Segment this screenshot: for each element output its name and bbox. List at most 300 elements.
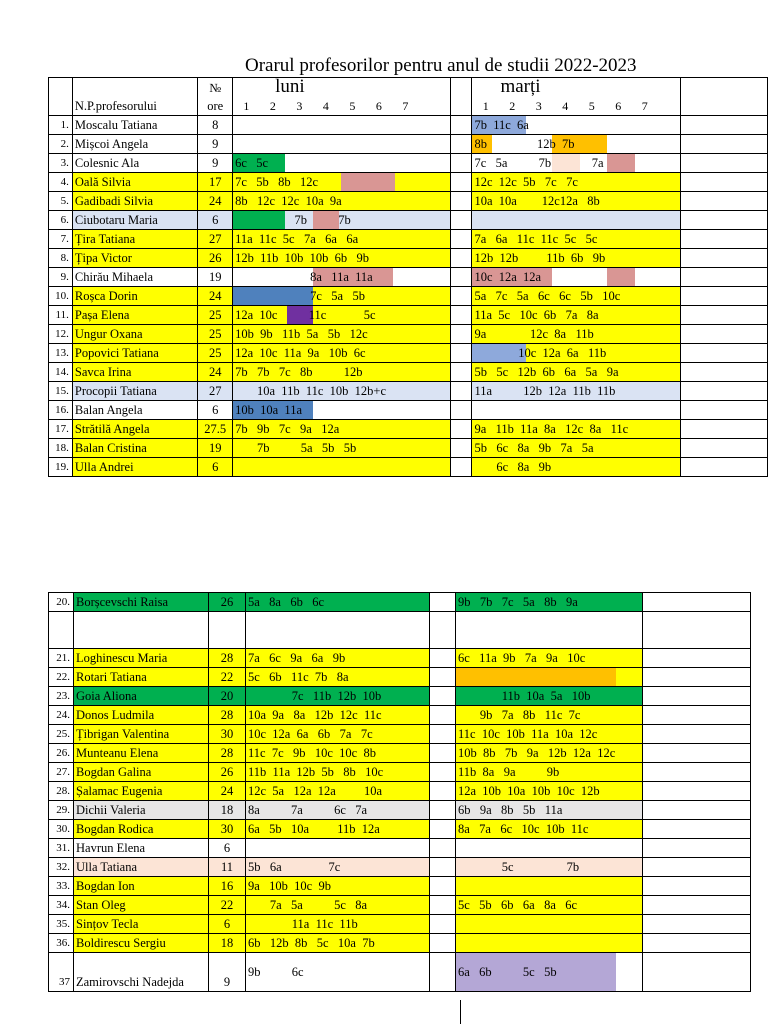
marti-schedule: [456, 744, 643, 763]
teacher-name: [72, 230, 197, 249]
marti-schedule: [472, 458, 681, 477]
luni-schedule-text: 10c 12a 6a 6b 7a 7c: [248, 727, 373, 741]
hours-count-text: 27: [208, 232, 222, 246]
luni-schedule-text: 5c 6b 11c 7b 8a: [248, 670, 349, 684]
teacher-name: [72, 458, 197, 477]
gap-cell: [450, 344, 472, 363]
hours-count-text: 24: [208, 194, 222, 208]
hours-count-text: 19: [208, 441, 222, 455]
luni-schedule-text: 7b 7b: [235, 213, 351, 227]
row-number: [49, 744, 74, 763]
marti-schedule: [456, 706, 643, 725]
luni-schedule-text: 7a 5a 5c 8a: [248, 898, 368, 912]
luni-schedule-text: 5b 6a 7c: [248, 860, 341, 874]
luni-schedule: [233, 116, 451, 135]
hours-count: [209, 896, 246, 915]
luni-schedule: [246, 706, 430, 725]
hours-count-text: 8: [212, 118, 219, 132]
gap-cell: [430, 593, 456, 612]
marti-schedule: [472, 420, 681, 439]
end-cell: [681, 287, 768, 306]
row-number: [49, 801, 74, 820]
marti-schedule: [456, 820, 643, 839]
row-number-text: 20.: [56, 596, 70, 608]
gap-cell: [450, 325, 472, 344]
name-column-header: N.P.profesorului: [72, 78, 197, 116]
hours-count: [198, 116, 233, 135]
day-luni: luni: [275, 77, 305, 97]
row-number-text: 29.: [56, 804, 70, 816]
hours-count-text: 18: [220, 803, 234, 817]
marti-schedule-text: [456, 670, 458, 684]
table-row: [49, 249, 768, 268]
teacher-name: [72, 401, 197, 420]
marti-schedule: [472, 173, 681, 192]
row-number: [49, 135, 73, 154]
luni-schedule-text: 12a 10c 11a 9a 10b 6c: [235, 346, 366, 360]
end-cell: [681, 173, 768, 192]
luni-schedule-text: 11b 11a 12b 5b 8b 10c: [248, 765, 384, 779]
table-row: [49, 306, 768, 325]
teacher-name-text: Popovici Tatiana: [74, 346, 159, 360]
teacher-name-text: Balan Cristina: [74, 441, 147, 455]
row-number: [49, 953, 74, 992]
table-row: [49, 725, 751, 744]
luni-schedule: [233, 173, 451, 192]
color-block: [607, 154, 635, 172]
gap-cell: [450, 173, 472, 192]
teacher-name-text: Procopii Tatiana: [74, 384, 157, 398]
luni-schedule-text: 7c 5a 5b: [235, 289, 365, 303]
row-number-text: 36.: [56, 937, 70, 949]
row-number-text: 5.: [60, 195, 69, 207]
teacher-name-text: Pașa Elena: [74, 308, 130, 322]
row-number-text: 11.: [55, 309, 69, 321]
luni-schedule-text: 11c 7c 9b 10c 10c 8b: [248, 746, 376, 760]
teacher-name: [72, 173, 197, 192]
teacher-name: [72, 287, 197, 306]
luni-schedule: [233, 287, 451, 306]
marti-schedule-text: 6b 9a 8b 5b 11a: [458, 803, 563, 817]
row-number-text: 9.: [60, 271, 69, 283]
hours-count: [198, 287, 233, 306]
teacher-name-text: Colesnic Ala: [74, 156, 140, 170]
marti-schedule-text: 11b 10a 5a 10b: [458, 689, 591, 703]
row-number-text: 8.: [60, 252, 69, 264]
row-number: [49, 401, 73, 420]
gap-cell: [450, 458, 472, 477]
marti-schedule-text: 10c 12a 12a: [474, 270, 542, 284]
row-number-text: 26.: [56, 747, 70, 759]
teacher-name-text: Savca Irina: [74, 365, 132, 379]
hours-count: [209, 858, 246, 877]
marti-schedule: [472, 325, 681, 344]
marti-schedule: [456, 725, 643, 744]
row-number-text: 4.: [60, 176, 69, 188]
marti-schedule: [456, 877, 643, 896]
table-row: [49, 363, 768, 382]
hours-count: [198, 268, 233, 287]
teacher-name-text: Șalamac Eugenia: [76, 784, 163, 798]
color-block: [341, 173, 395, 191]
row-number-text: 13.: [55, 347, 69, 359]
teacher-name: [74, 934, 209, 953]
teacher-name-text: Ciubotaru Maria: [74, 213, 158, 227]
end-cell: [643, 858, 751, 877]
table-row: [49, 858, 751, 877]
hours-count: [198, 401, 233, 420]
marti-schedule: [472, 401, 681, 420]
hours-count: [209, 706, 246, 725]
table-row: [49, 401, 768, 420]
gap-cell: [450, 135, 472, 154]
gap-cell: [430, 687, 456, 706]
color-block: [607, 268, 635, 286]
teacher-name-text: Zamirovschi Nadejda: [76, 975, 184, 989]
gap-cell: [450, 154, 472, 173]
marti-schedule-text: [456, 841, 458, 855]
marti-schedule-text: 5c 7b: [458, 860, 580, 874]
hours-count-text: 17: [208, 175, 222, 189]
gap-cell: [430, 649, 456, 668]
marti-schedule: [472, 344, 681, 363]
hours-count: [209, 915, 246, 934]
table-row: [49, 668, 751, 687]
hours-count: [198, 439, 233, 458]
hours-count-text: 22: [220, 898, 234, 912]
luni-schedule-text: 10b 9b 11b 5a 5b 12c: [235, 327, 368, 341]
gap-cell: [430, 668, 456, 687]
teacher-name: [74, 744, 209, 763]
row-number-text: 6.: [60, 214, 69, 226]
marti-schedule: [456, 801, 643, 820]
row-number-text: 3.: [60, 157, 69, 169]
luni-schedule: [246, 763, 430, 782]
hours-count-text: 30: [220, 822, 234, 836]
row-number: [49, 382, 73, 401]
hours-count: [198, 306, 233, 325]
row-number: [49, 344, 73, 363]
row-number-text: 10.: [55, 290, 69, 302]
row-number: [49, 782, 74, 801]
gap-cell: [430, 839, 456, 858]
row-number-text: 30.: [56, 823, 70, 835]
gap-cell: [450, 382, 472, 401]
luni-schedule: [246, 649, 430, 668]
row-number: [49, 649, 74, 668]
marti-schedule-text: 10c 12a 6a 11b: [474, 346, 607, 360]
teacher-name-text: Bogdan Rodica: [76, 822, 154, 836]
marti-schedule: [472, 192, 681, 211]
end-cell: [643, 649, 751, 668]
luni-schedule: [233, 154, 451, 173]
hours-count-text: 26: [220, 595, 234, 609]
gap-cell: [450, 439, 472, 458]
gap-cell: [450, 363, 472, 382]
teacher-name-text: Țipa Victor: [74, 251, 132, 265]
table-row: [49, 820, 751, 839]
row-number: [49, 706, 74, 725]
table-row: [49, 116, 768, 135]
teacher-name: [72, 363, 197, 382]
marti-schedule: [456, 687, 643, 706]
period-number: 5: [588, 99, 595, 113]
row-number-text: 24.: [56, 709, 70, 721]
teacher-name-text: Ulla Tatiana: [76, 860, 138, 874]
gap-cell: [450, 211, 472, 230]
hours-count: [209, 687, 246, 706]
gap-cell: [430, 934, 456, 953]
table-row: [49, 325, 768, 344]
gap-cell: [430, 744, 456, 763]
luni-schedule-text: [233, 460, 235, 474]
row-number-text: 12.: [55, 328, 69, 340]
hours-count-text: 24: [208, 365, 222, 379]
teacher-name: [74, 687, 209, 706]
table-row: [49, 382, 768, 401]
luni-schedule-text: 12b 11b 10b 10b 6b 9b: [235, 251, 370, 265]
hours-count: [209, 744, 246, 763]
hours-count-text: 6: [223, 841, 231, 855]
marti-schedule-text: 11a 5c 10c 6b 7a 8a: [474, 308, 599, 322]
marti-schedule: [456, 953, 643, 992]
luni-schedule-text: 8a 11a 11a: [235, 270, 373, 284]
period-number: 4: [562, 99, 569, 113]
period-number: 3: [296, 99, 303, 113]
row-number: [49, 593, 74, 612]
gap-cell: [450, 401, 472, 420]
hours-count-text: 24: [208, 289, 222, 303]
marti-schedule-text: [456, 879, 458, 893]
hours-count-text: 9: [212, 156, 219, 170]
row-number: [49, 325, 73, 344]
gap-cell: [430, 801, 456, 820]
table-row: [49, 192, 768, 211]
luni-schedule: [233, 325, 451, 344]
end-cell: [681, 154, 768, 173]
table-row: [49, 915, 751, 934]
teacher-name: [74, 668, 209, 687]
table-row: [49, 782, 751, 801]
end-cell: [681, 211, 768, 230]
teacher-name-text: Loghinescu Maria: [76, 651, 168, 665]
luni-schedule: [246, 839, 430, 858]
marti-schedule: [456, 934, 643, 953]
teacher-name: [74, 593, 209, 612]
luni-schedule-text: 12a 10c 11c 5c: [235, 308, 376, 322]
gap-cell: [450, 420, 472, 439]
gap-cell: [430, 782, 456, 801]
row-number-text: 35.: [56, 918, 70, 930]
luni-schedule: [246, 820, 430, 839]
marti-schedule-text: [456, 936, 458, 950]
hours-count-text: 19: [208, 270, 222, 284]
table-row: [49, 763, 751, 782]
hours-count: [198, 211, 233, 230]
gap-cell: [450, 306, 472, 325]
luni-schedule-text: [246, 623, 248, 637]
marti-schedule: [456, 896, 643, 915]
teacher-name: [72, 382, 197, 401]
marti-schedule-text: 9b 7a 8b 11c 7c: [458, 708, 581, 722]
row-number-text: 1.: [60, 119, 69, 131]
luni-schedule-text: 7b 7b 7c 8b 12b: [235, 365, 363, 379]
marti-schedule-text: [472, 403, 474, 417]
marti-schedule-text: [456, 623, 458, 637]
row-number: [49, 268, 73, 287]
row-number-text: 18.: [55, 442, 69, 454]
table-row: [49, 801, 751, 820]
luni-schedule-text: 10a 11b 11c 10b 12b+c: [235, 384, 387, 398]
marti-schedule-text: 10b 8b 7b 9a 12b 12a 12c: [458, 746, 616, 760]
gap-cell: [450, 287, 472, 306]
hours-count-text: 26: [208, 251, 222, 265]
end-cell: [643, 706, 751, 725]
hours-count: [198, 135, 233, 154]
hours-count-text: 9: [223, 975, 231, 989]
end-cell: [643, 820, 751, 839]
hours-count-text: 28: [220, 708, 234, 722]
row-number: [49, 668, 74, 687]
luni-schedule: [246, 877, 430, 896]
gap-cell: [430, 612, 456, 649]
period-number: 7: [402, 99, 409, 113]
teacher-name-text: Sințov Tecla: [76, 917, 139, 931]
marti-schedule: [456, 915, 643, 934]
end-cell: [643, 687, 751, 706]
end-cell: [681, 249, 768, 268]
row-number: [49, 725, 74, 744]
row-number: [49, 287, 73, 306]
marti-schedule: [456, 782, 643, 801]
hours-count: [209, 725, 246, 744]
table-row: [49, 154, 768, 173]
table-row: [49, 896, 751, 915]
row-number-text: 37: [59, 976, 70, 988]
luni-schedule-text: [233, 118, 235, 132]
luni-schedule-text: 8a 7a 6c 7a: [248, 803, 368, 817]
table-row: [49, 687, 751, 706]
gap-cell: [450, 116, 472, 135]
hours-count: [209, 612, 246, 649]
hours-count-text: 6: [212, 213, 219, 227]
marti-schedule: [456, 763, 643, 782]
teacher-name: [74, 782, 209, 801]
teacher-name: [74, 820, 209, 839]
hours-count-text: 20: [220, 689, 234, 703]
gap-cell: [430, 725, 456, 744]
teacher-name: [74, 763, 209, 782]
hours-count: [209, 782, 246, 801]
luni-schedule: [246, 896, 430, 915]
hours-count: [209, 593, 246, 612]
end-cell: [643, 877, 751, 896]
marti-schedule-text: 5b 5c 12b 6b 6a 5a 9a: [474, 365, 619, 379]
teacher-name-text: Gadibadi Silvia: [74, 194, 154, 208]
teacher-name-text: Havrun Elena: [76, 841, 146, 855]
marti-schedule-text: 8b 12b 7b: [474, 137, 575, 151]
luni-schedule-text: 8b 12c 12c 10a 9a: [235, 194, 342, 208]
end-cell: [643, 953, 751, 992]
teacher-name-text: Ulla Andrei: [74, 460, 134, 474]
row-number-text: 14.: [55, 366, 69, 378]
hours-count: [198, 363, 233, 382]
gap-cell: [450, 192, 472, 211]
no-column-header: №: [198, 78, 233, 98]
teacher-name: [74, 801, 209, 820]
hours-count-text: 6: [212, 403, 219, 417]
teacher-name: [74, 953, 209, 992]
table-row: [49, 173, 768, 192]
teacher-name-text: Stan Oleg: [76, 898, 126, 912]
gap-cell: [450, 268, 472, 287]
row-number-text: 21.: [56, 652, 70, 664]
row-number-text: 16.: [55, 404, 69, 416]
luni-schedule: [233, 382, 451, 401]
row-number-text: 22.: [56, 671, 70, 683]
marti-schedule-text: 9b 7b 7c 5a 8b 9a: [458, 595, 578, 609]
luni-schedule: [246, 612, 430, 649]
marti-schedule: [456, 593, 643, 612]
marti-schedule-text: 11b 8a 9a 9b: [458, 765, 560, 779]
teacher-name: [74, 839, 209, 858]
teacher-name-text: Bogdan Ion: [76, 879, 135, 893]
teacher-name-text: Mișcoi Angela: [74, 137, 149, 151]
marti-periods: [472, 97, 680, 115]
period-number: 6: [375, 99, 382, 113]
marti-schedule-text: 10a 10a 12c12a 8b: [474, 194, 600, 208]
row-number: [49, 173, 73, 192]
end-cell: [643, 934, 751, 953]
hours-count-text: 9: [212, 137, 219, 151]
gap-cell: [430, 858, 456, 877]
page-title: Orarul profesorilor pentru anul de studii 2022-2023: [245, 55, 637, 76]
teacher-name-text: Borșcevschi Raisa: [76, 595, 168, 609]
marti-schedule-text: 5b 6c 8a 9b 7a 5a: [474, 441, 594, 455]
marti-schedule-text: 6c 8a 9b: [474, 460, 552, 474]
hours-count: [198, 173, 233, 192]
luni-schedule: [233, 344, 451, 363]
teacher-name-text: Goia Aliona: [76, 689, 137, 703]
hours-count-text: 22: [220, 670, 234, 684]
hours-count: [209, 953, 246, 992]
schedule-table-2: [48, 592, 751, 992]
luni-schedule: [233, 439, 451, 458]
luni-schedule-text: 11a 11c 5c 7a 6a 6a: [235, 232, 359, 246]
teacher-name: [74, 706, 209, 725]
marti-schedule: [456, 839, 643, 858]
luni-schedule-text: 7a 6c 9a 6a 9b: [248, 651, 346, 665]
table-row: [49, 344, 768, 363]
marti-schedule-text: 12c 12c 5b 7c 7c: [474, 175, 578, 189]
marti-schedule-text: 8a 7a 6c 10c 10b 11c: [458, 822, 589, 836]
luni-schedule: [233, 211, 451, 230]
marti-schedule-text: 9a 12c 8a 11b: [474, 327, 594, 341]
teacher-name-text: Moscalu Tatiana: [74, 118, 158, 132]
luni-schedule: [246, 858, 430, 877]
gap-cell: [430, 896, 456, 915]
teacher-name: [74, 725, 209, 744]
row-number: [49, 116, 73, 135]
luni-schedule: [233, 249, 451, 268]
luni-schedule: [233, 363, 451, 382]
teacher-name-text: Țibrigan Valentina: [76, 727, 170, 741]
marti-schedule-text: 9a 11b 11a 8a 12c 8a 11c: [474, 422, 629, 436]
period-number: 7: [641, 99, 648, 113]
teacher-name: [72, 249, 197, 268]
color-block: [456, 668, 616, 686]
column-line: [460, 1000, 461, 1024]
